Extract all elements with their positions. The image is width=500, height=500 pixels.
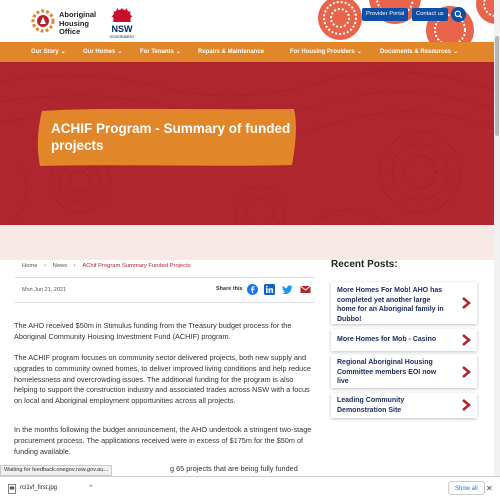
nsw-logo-text: NSW (111, 24, 133, 34)
close-icon[interactable]: ✕ (486, 484, 493, 493)
nav-label: Our Homes (83, 49, 116, 55)
recent-post-title: More Homes for Mob - Casino (337, 336, 437, 343)
chevron-right-icon: › (73, 263, 76, 269)
breadcrumb-home[interactable]: Home (22, 263, 38, 269)
divider (15, 302, 315, 303)
nav-label: Our Story (31, 49, 59, 55)
article-paragraph: g 65 projects that are being fully funded (170, 464, 298, 473)
title-banner (36, 107, 298, 167)
article-paragraph: The ACHIF program focuses on community sector delivered projects, both new supply and upgrades to community owned homes, to deliver improved living conditions and help reduce homelessness and overcrowding issues. The additional funding for the program is also helping to support the construction industry and associated trades across NSW with a focus on local and Aboriginal employment opportunities across all projects. (14, 353, 311, 406)
show-all-button[interactable]: Show all (448, 481, 485, 495)
linkedin-icon[interactable] (264, 284, 275, 295)
aho-logo-icon[interactable] (30, 8, 56, 34)
downloads-bar (0, 476, 500, 500)
chevron-down-icon: ⌄ (117, 49, 123, 55)
nav-label: For Housing Providers (290, 49, 355, 55)
chevron-right-icon: › (44, 263, 47, 269)
chevron-down-icon: ⌄ (453, 49, 459, 55)
nsw-logo-subtext: GOVERNMENT (109, 35, 135, 39)
site-header (0, 0, 500, 42)
article-paragraph: In the months following the budget announcement, the AHO undertook a stringent two-stage procurement process. The applications received were in excess of $175m for the $50m of funding available. (14, 425, 312, 456)
recent-post-title: Leading Community Demonstration Site (337, 397, 405, 414)
chevron-down-icon: ⌄ (60, 49, 66, 55)
search-icon (451, 7, 466, 22)
nav-item-repairs-maintenance[interactable] (198, 42, 264, 62)
nav-label: Documents & Resources (380, 49, 452, 55)
nav-label: Repairs & Maintenance (198, 49, 265, 55)
nav-item-our-homes[interactable] (83, 42, 122, 62)
chevron-down-icon: ⌄ (356, 49, 362, 55)
scrollbar-thumb[interactable] (495, 36, 499, 136)
recent-post-card[interactable] (331, 329, 477, 351)
nav-item-for-tenants[interactable] (140, 42, 181, 62)
chevron-right-icon (461, 334, 471, 346)
chevron-right-icon (461, 297, 471, 309)
chevron-down-icon: ⌄ (175, 49, 181, 55)
provider-portal-button[interactable]: Provider Portal (362, 8, 408, 21)
breadcrumb (22, 263, 191, 269)
divider (15, 277, 315, 278)
browser-status-bar: Waiting for feedback.onegov.nsw.gov.au... (0, 465, 112, 476)
download-filename[interactable]: rci1vf_first.jpg (20, 485, 58, 491)
email-icon[interactable] (300, 284, 311, 295)
main-nav (0, 42, 500, 62)
facebook-icon[interactable] (247, 284, 258, 295)
recent-post-card[interactable] (331, 282, 477, 324)
recent-post-card[interactable] (331, 355, 477, 388)
recent-posts-heading: Recent Posts: (331, 259, 398, 270)
nav-item-for-housing-providers[interactable] (290, 42, 362, 62)
twitter-icon[interactable] (282, 284, 293, 295)
hero-bottom-band (0, 225, 500, 260)
recent-post-card[interactable] (331, 393, 477, 418)
header-aboriginal-art (300, 0, 500, 42)
page-title: ACHIF Program - Summary of funded projects (51, 121, 291, 153)
nav-item-our-story[interactable] (31, 42, 66, 62)
chevron-right-icon (461, 399, 471, 411)
org-name[interactable]: Aboriginal Housing Office (59, 10, 97, 36)
article-paragraph: The AHO received $50m in Stimulus funding from the Treasury budget process for the Aboriginal Community Housing Investment Fund (ACHIF) program. (14, 321, 292, 341)
share-label: Share this (216, 286, 243, 292)
chevron-right-icon (461, 366, 471, 378)
chevron-up-icon[interactable]: ⌃ (88, 485, 94, 492)
nsw-government-logo-icon (107, 6, 137, 40)
recent-post-title: More Homes For Mob! AHO has completed yet another large home for an Aboriginal family in Dubbo! (337, 287, 444, 323)
search-button[interactable] (451, 7, 466, 22)
breadcrumb-news[interactable]: News (52, 263, 68, 269)
file-icon (8, 484, 16, 494)
nav-item-documents-resources[interactable] (380, 42, 458, 62)
breadcrumb-current: AChif Program Summary Funded Projects (82, 263, 191, 269)
recent-post-title: Regional Aboriginal Housing Committee members EOI now live (337, 359, 437, 385)
post-date: Mon Jun 21, 2021 (22, 287, 67, 293)
contact-us-button[interactable]: Contact us (412, 8, 448, 21)
nav-label: For Tenants (140, 49, 174, 55)
